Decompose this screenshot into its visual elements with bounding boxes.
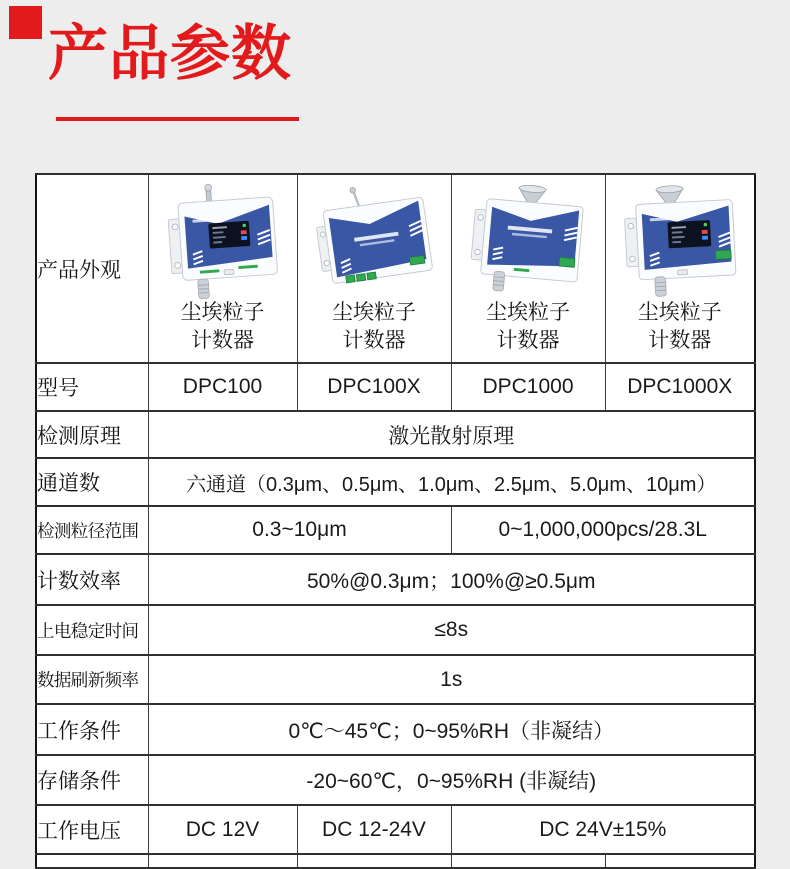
voltage-dpc100x: DC 12-24V [297, 805, 451, 854]
model-dpc100x: DPC100X [297, 363, 451, 411]
data-refresh-value: 1s [148, 655, 755, 704]
row-label-working-conditions: 工作条件 [36, 704, 148, 755]
product-caption [181, 299, 265, 360]
caption-line-1: 尘埃粒子 [332, 300, 416, 324]
table-row-clipped [36, 854, 755, 868]
caption-line-2: 计数器 [648, 328, 712, 352]
power-on-stabilize-value: ≤8s [148, 605, 755, 655]
table-row [36, 755, 755, 805]
row-label-appearance: 产品外观 [36, 174, 148, 363]
spec-table [35, 173, 756, 869]
product-caption [486, 299, 570, 360]
row-label-storage-conditions: 存储条件 [36, 755, 148, 805]
clipped-cell [451, 854, 605, 868]
page-title: 产品参数 [48, 20, 292, 87]
clipped-row-label [36, 854, 148, 868]
product-cell-dpc100x [297, 174, 451, 363]
caption-line-1: 尘埃粒子 [180, 300, 265, 324]
product-photo-dpc1000 [460, 181, 596, 299]
caption-line-1: 尘埃粒子 [486, 300, 570, 324]
row-label-count-efficiency: 计数效率 [36, 554, 148, 605]
table-row [36, 655, 755, 704]
model-dpc1000: DPC1000 [451, 363, 605, 411]
model-dpc100: DPC100 [148, 363, 297, 411]
table-row [36, 704, 755, 755]
table-row [36, 363, 755, 411]
caption-line-2: 计数器 [496, 328, 560, 352]
clipped-cell [605, 854, 755, 868]
caption-line-2: 计数器 [342, 328, 406, 352]
table-row [36, 458, 755, 506]
table-row [36, 605, 755, 655]
model-dpc1000x: DPC1000X [605, 363, 755, 411]
row-label-data-refresh: 数据刷新频率 [36, 655, 148, 704]
table-row [36, 174, 755, 363]
storage-conditions-value: -20~60℃，0~95%RH (非凝结) [148, 755, 755, 805]
caption-line-1: 尘埃粒子 [637, 300, 722, 324]
clipped-cell [297, 854, 451, 868]
red-corner-mark [9, 6, 42, 39]
product-photo-dpc100 [155, 181, 291, 299]
table-row [36, 554, 755, 605]
channels-value: 六通道（0.3μm、0.5μm、1.0μm、2.5μm、5.0μm、10μm） [148, 458, 755, 506]
principle-value: 激光散射原理 [148, 411, 755, 458]
count-efficiency-value: 50%@0.3μm；100%@≥0.5μm [148, 554, 755, 605]
row-label-working-voltage: 工作电压 [36, 805, 148, 854]
product-caption [638, 299, 722, 360]
particle-range-right: 0~1,000,000pcs/28.3L [451, 506, 755, 554]
voltage-dpc100: DC 12V [148, 805, 297, 854]
table-row [36, 506, 755, 554]
title-underline [56, 117, 299, 121]
table-row [36, 411, 755, 458]
working-conditions-value: 0℃～45℃；0~95%RH（非凝结） [148, 704, 755, 755]
product-cell-dpc100 [148, 174, 297, 363]
row-label-principle: 检测原理 [36, 411, 148, 458]
product-cell-dpc1000x [605, 174, 755, 363]
particle-range-left: 0.3~10μm [148, 506, 451, 554]
product-caption [332, 299, 416, 360]
caption-line-2: 计数器 [191, 328, 254, 352]
row-label-particle-range: 检测粒径范围 [36, 506, 148, 554]
product-photo-dpc100x [306, 181, 442, 299]
clipped-cell [148, 854, 297, 868]
product-cell-dpc1000 [451, 174, 605, 363]
row-label-model: 型号 [36, 363, 148, 411]
product-photo-dpc1000x [612, 181, 748, 299]
row-label-channels: 通道数 [36, 458, 148, 506]
table-row [36, 805, 755, 854]
voltage-dpc1000-series: DC 24V±15% [451, 805, 755, 854]
row-label-power-on-stabilize: 上电稳定时间 [36, 605, 148, 655]
